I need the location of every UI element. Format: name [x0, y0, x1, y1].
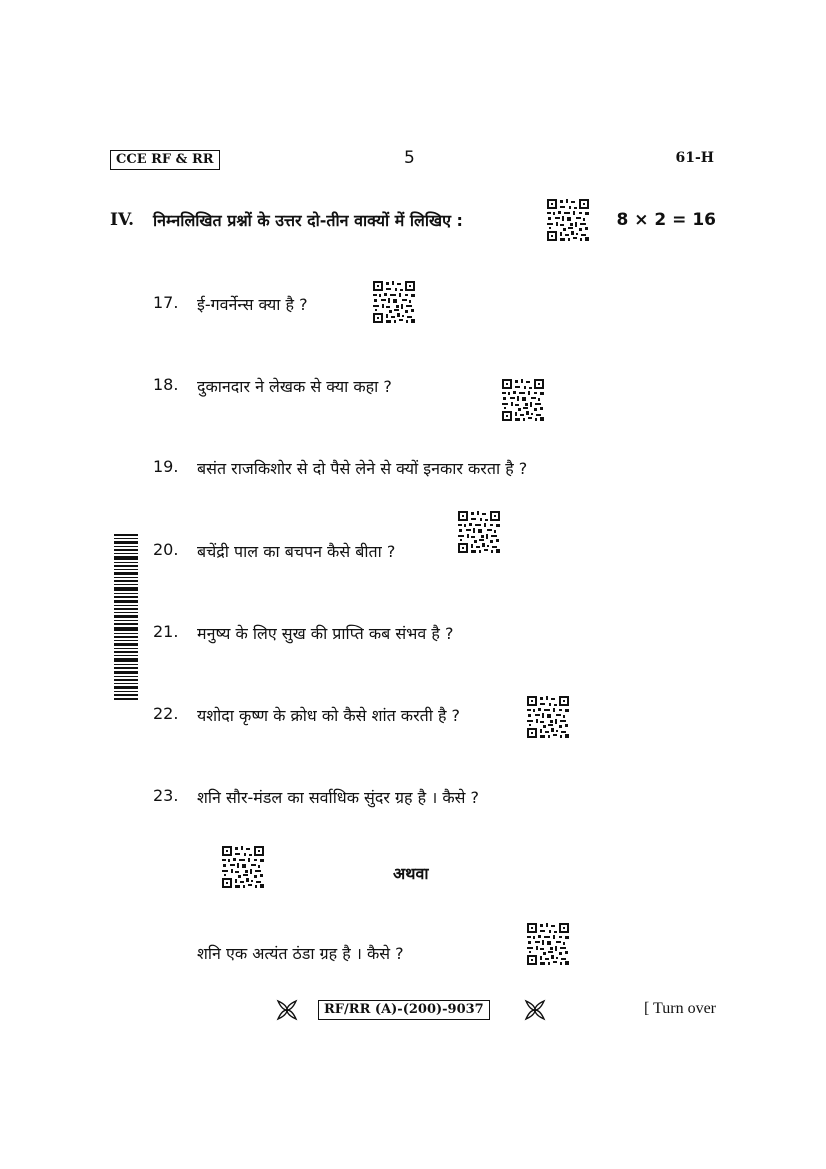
question-number: 17. [153, 293, 179, 312]
turn-over-label: [ Turn over [643, 1000, 716, 1017]
section-instruction: निम्नलिखित प्रश्नों के उत्तर दो-तीन वाक्यों में लिखिए : [153, 211, 463, 230]
qr-code-icon [526, 922, 570, 966]
question-number: 19. [153, 457, 179, 476]
qr-code-icon [501, 378, 545, 422]
question-text: बचेंद्री पाल का बचपन कैसे बीता ? [197, 542, 396, 561]
section-number: IV. [110, 210, 135, 230]
qr-code-icon [221, 845, 265, 889]
question-text: दुकानदार ने लेखक से क्या कहा ? [197, 377, 392, 396]
question-number: 20. [153, 540, 179, 559]
paper-code: 61-H [675, 150, 714, 166]
question-number: 21. [153, 622, 179, 641]
footer-code-box: RF/RR (A)-(200)-9037 [318, 1000, 490, 1020]
barcode-icon [114, 534, 138, 700]
ornament-icon [276, 999, 298, 1021]
question-number: 18. [153, 375, 179, 394]
question-number: 23. [153, 786, 179, 805]
question-text: बसंत राजकिशोर से दो पैसे लेने से क्यों इनकार करता है ? [197, 459, 528, 478]
alternative-question-text: शनि एक अत्यंत ठंडा ग्रह है । कैसे ? [197, 944, 404, 963]
qr-code-icon [372, 280, 416, 324]
exam-header-box: CCE RF & RR [110, 150, 220, 170]
question-number: 22. [153, 704, 179, 723]
section-marks: 8 × 2 = 16 [616, 210, 716, 230]
question-text: शनि सौर-मंडल का सर्वाधिक सुंदर ग्रह है । कैसे ? [197, 788, 480, 807]
page-number: 5 [404, 148, 415, 168]
ornament-icon [524, 999, 546, 1021]
qr-code-icon [526, 695, 570, 739]
qr-code-icon [457, 510, 501, 554]
question-text: मनुष्य के लिए सुख की प्राप्ति कब संभव है ? [197, 624, 454, 643]
qr-code-icon [546, 198, 590, 242]
question-text: ई-गवर्नेन्स क्या है ? [197, 295, 308, 314]
question-text: यशोदा कृष्ण के क्रोध को कैसे शांत करती है ? [197, 706, 461, 725]
alternative-label: अथवा [393, 864, 429, 883]
